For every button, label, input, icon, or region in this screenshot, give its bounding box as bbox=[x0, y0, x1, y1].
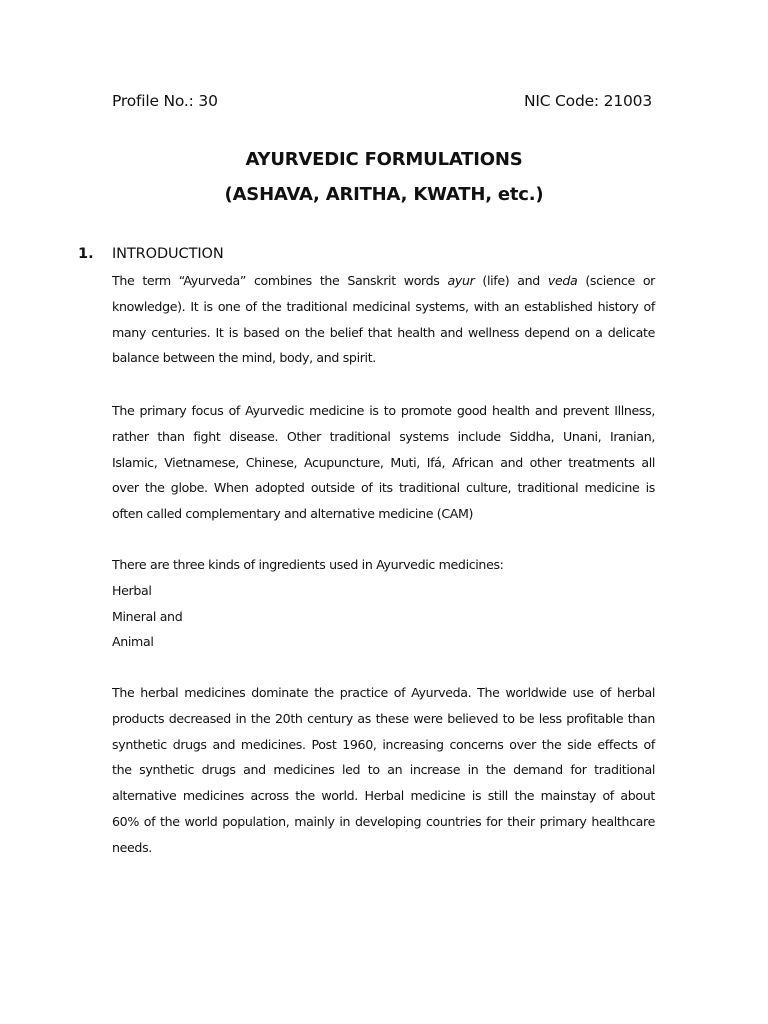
paragraph-line: often called complementary and alternative medicine (CAM) bbox=[112, 506, 474, 522]
paragraph-line: The primary focus of Ayurvedic medicine is to promote good health and prevent Illness, bbox=[112, 403, 655, 418]
text-run: (science or bbox=[577, 273, 656, 288]
paragraph-line: over the globe. When adopted outside of its traditional culture, traditional medicine is bbox=[112, 480, 655, 496]
paragraph-line: products decreased in the 20th century as these were believed to be less profitable than bbox=[112, 710, 655, 726]
paragraph-line: 60% of the world population, mainly in developing countries for their primary healthcare bbox=[112, 813, 655, 829]
paragraph-line: The herbal medicines dominate the practice of Ayurveda. The worldwide use of herbal bbox=[112, 685, 655, 700]
paragraph-herbal-medicines bbox=[112, 680, 655, 861]
paragraph-line: many centuries. It is based on the belief that health and wellness depend on a delicate bbox=[112, 324, 655, 340]
document-subtitle: (ASHAVA, ARITHA, KWATH, etc.) bbox=[224, 184, 544, 205]
list-item: Mineral and bbox=[112, 608, 183, 624]
list-item: Herbal bbox=[112, 582, 152, 598]
text-run: (life) and bbox=[474, 273, 548, 288]
paragraph-line: the synthetic drugs and medicines led to an increase in the demand for traditional bbox=[112, 762, 655, 778]
profile-number: Profile No.: 30 bbox=[112, 92, 218, 110]
paragraph-primary-focus bbox=[112, 398, 655, 527]
paragraph-line: knowledge). It is one of the traditional medicinal systems, with an established history of bbox=[112, 298, 655, 314]
paragraph-line: Islamic, Vietnamese, Chinese, Acupuncture, Muti, Ifá, African and other treatments all bbox=[112, 454, 655, 470]
list-item: Animal bbox=[112, 634, 154, 650]
paragraph-line: balance between the mind, body, and spirit. bbox=[112, 350, 376, 366]
paragraph-ingredients bbox=[112, 552, 655, 655]
document-title: AYURVEDIC FORMULATIONS bbox=[245, 149, 523, 170]
section-number: 1. bbox=[78, 246, 94, 262]
paragraph-line: needs. bbox=[112, 839, 152, 855]
document-header bbox=[112, 92, 652, 110]
paragraph-line: rather than fight disease. Other traditional systems include Siddha, Unani, Iranian, bbox=[112, 428, 655, 444]
paragraph-line: synthetic drugs and medicines. Post 1960, increasing concerns over the side effects of bbox=[112, 736, 655, 752]
section-heading: INTRODUCTION bbox=[112, 246, 224, 262]
italic-term-veda: veda bbox=[547, 273, 578, 288]
paragraph-line bbox=[112, 268, 655, 294]
text-run: The term “Ayurveda” combines the Sanskrit words bbox=[112, 273, 448, 288]
italic-term-ayur: ayur bbox=[447, 273, 475, 288]
nic-code: NIC Code: 21003 bbox=[523, 92, 652, 110]
paragraph-line: alternative medicines across the world. Herbal medicine is still the mainstay of about bbox=[112, 788, 655, 804]
paragraph-line: There are three kinds of ingredients used in Ayurvedic medicines: bbox=[112, 557, 504, 572]
paragraph-ayurveda-definition bbox=[112, 268, 655, 371]
